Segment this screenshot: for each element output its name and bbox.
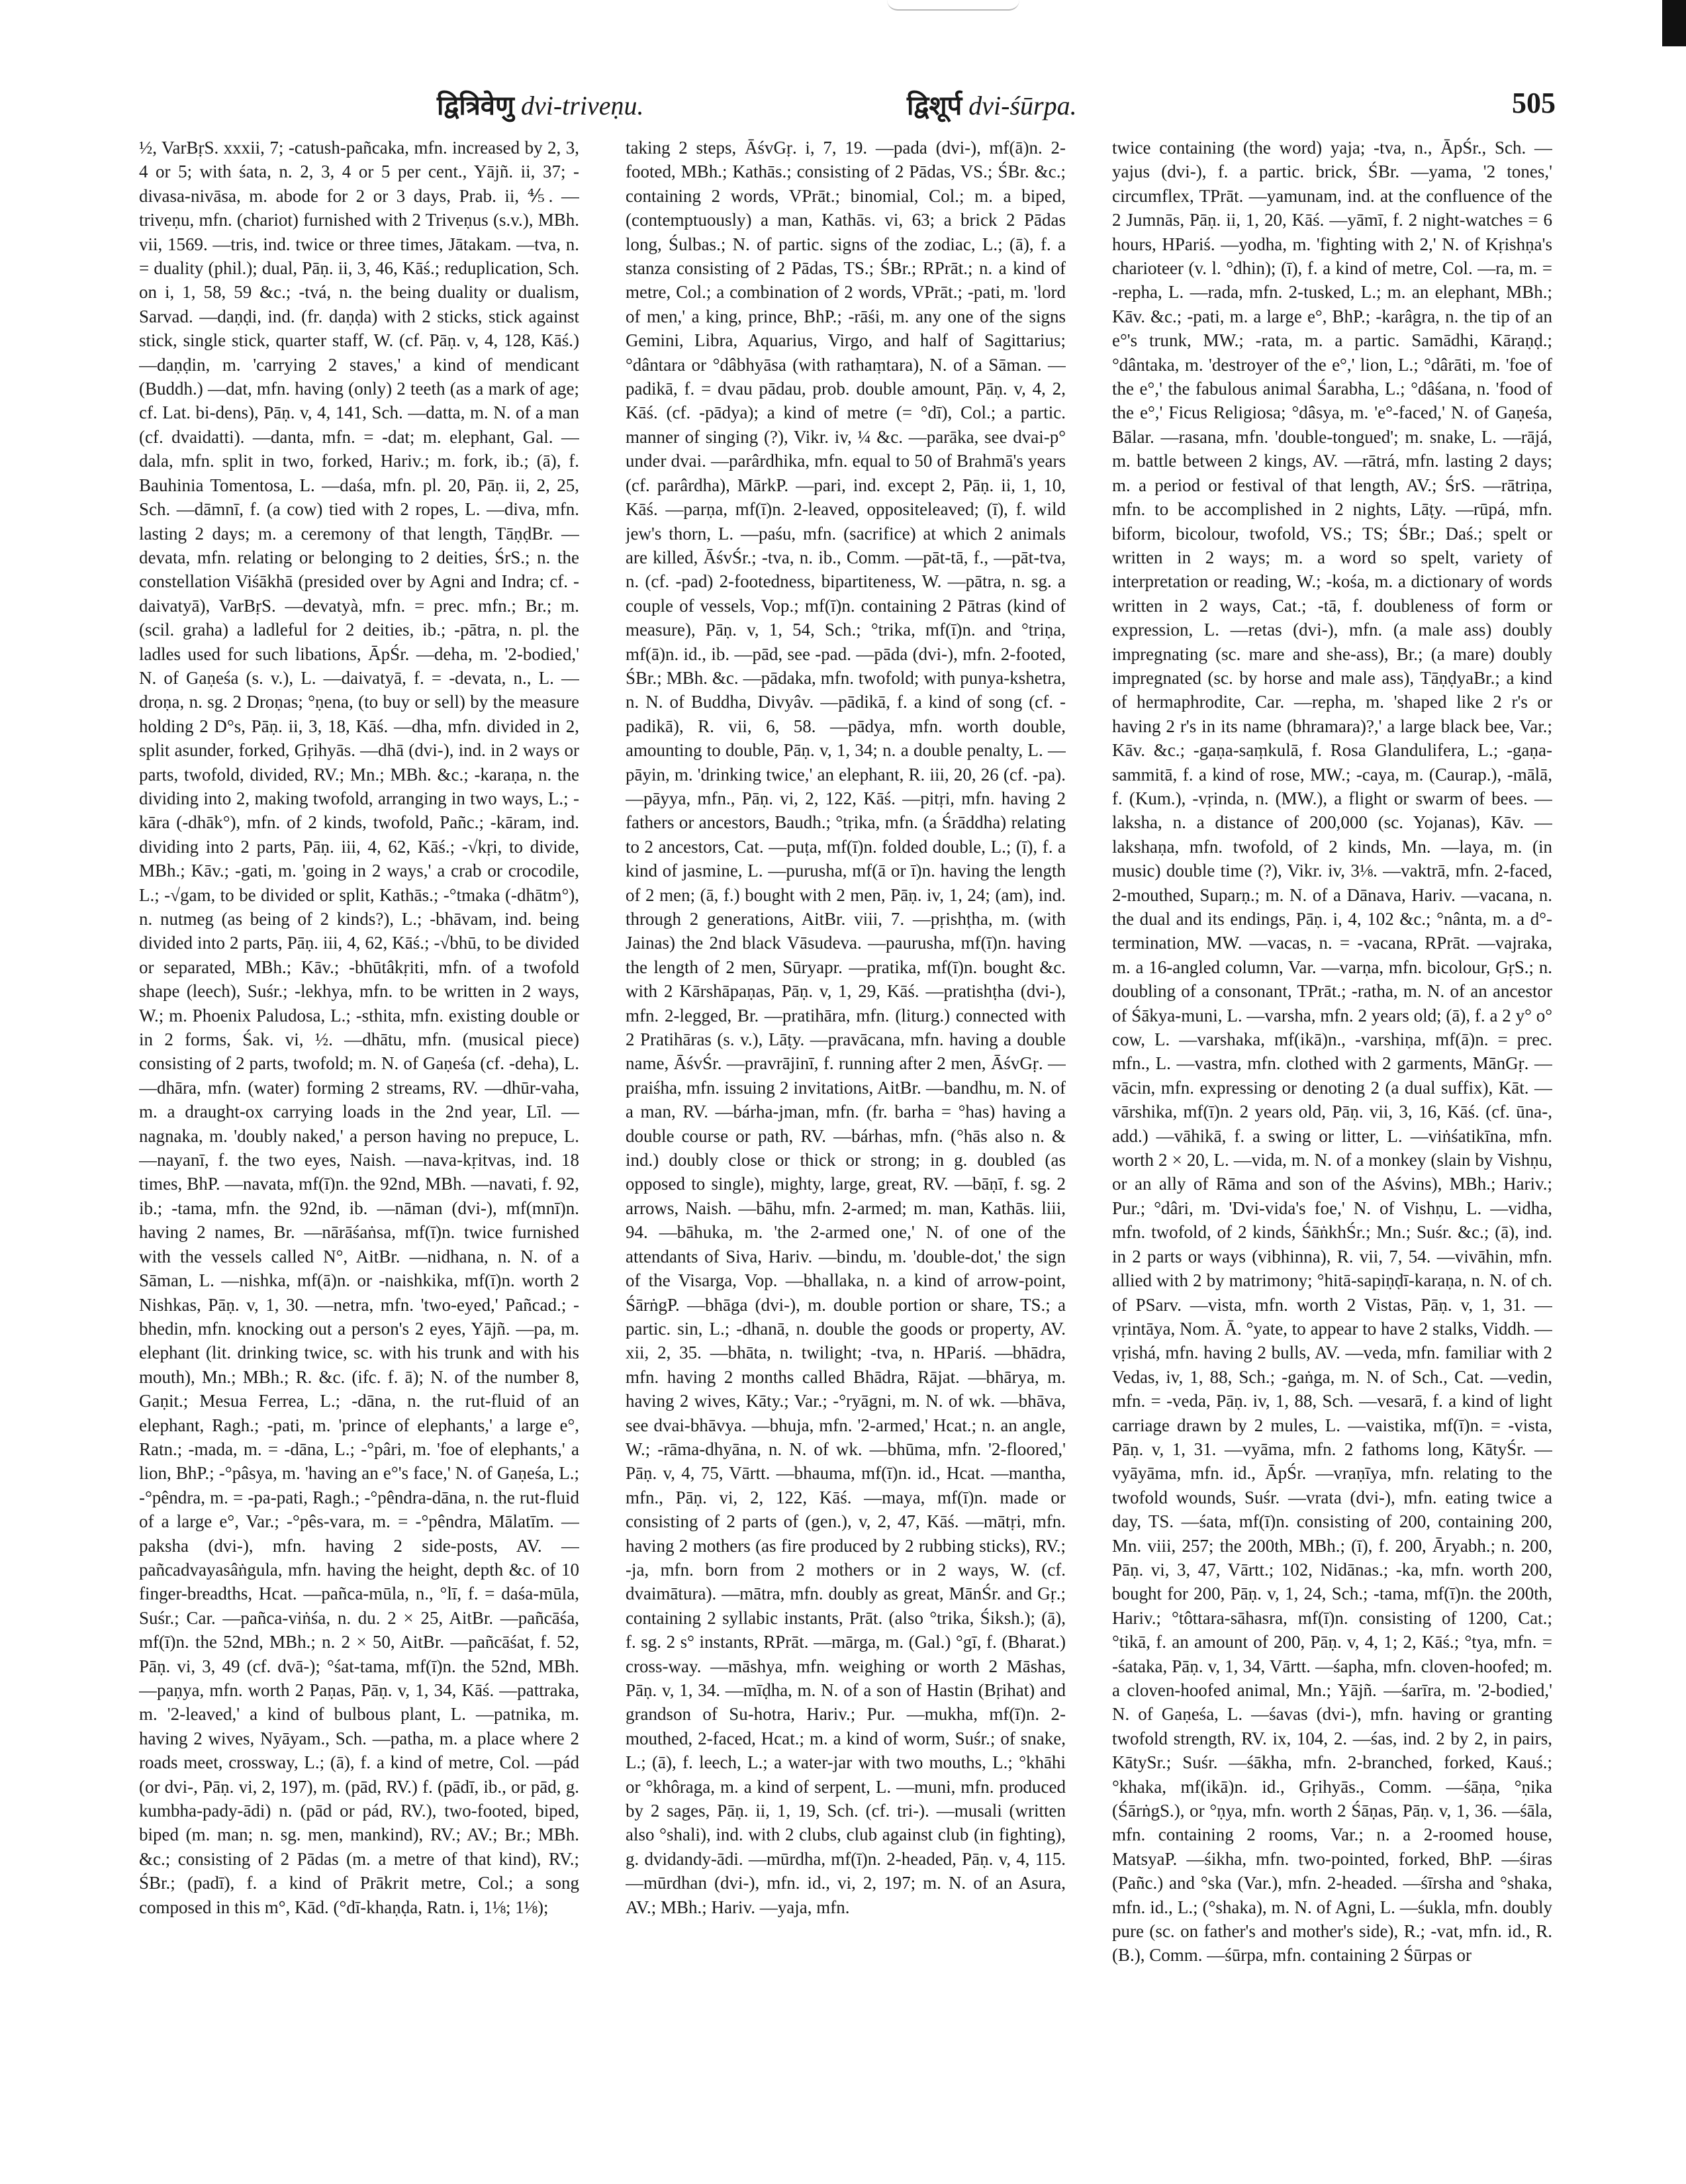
column-middle-text: taking 2 steps, ĀśvGṛ. i, 7, 19. —pada (dvi-), mf(ā)n. 2-footed, MBh.; Kathās.; consisting of 2 Pādas, VS.; ŚBr. &c.; containing 2 words, VPrāt.; binomial, Col.; m. a biped, (contemptuously) a man, Kathās. vi, 63; a brick 2 Pādas long, Śulbas.; N. of partic. signs of the zodiac, L.; (ā), f. a stanza consisting of 2 Pādas, TS.; ŚBr.; RPrāt.; n. a kind of metre, Col.; a combination of 2 words, VPrāt.; -pati, m. 'lord of men,' a king, prince, BhP.; -rāśi, m. any one of the signs Gemini, Libra, Aquarius, Virgo, and half of Sagittarius; °dântara or °dâbhyāsa (with rathaṃtara), N. of a Sāman. —padikā, f. = dvau pādau, prob. double amount, Pāṇ. v, 4, 2, Kāś. (cf. -pādya); a kind of metre (= °dī), Col.; a partic. manner of singing (?), Vikr. iv, ¼ &c. —parāka, see dvai-p° under dvai. —parârdhika, mfn. equal to 50 of Brahmā's years (cf. parârdha), MārkP. —pari, ind. except 2, Pāṇ. ii, 1, 10, Kāś. —parṇa, mf(ī)n. 2-leaved, oppositeleaved; (ī), f. wild jew's thorn, L. —paśu, mfn. (sacrifice) at which 2 animals are killed, ĀśvŚr.; -tva, n. ib., Comm. —pāt-tā, f., —pāt-tva, n. (cf. -pad) 2-footedness, bipartiteness, W. —pātra, n. sg. a couple of vessels, Vop.; mf(ī)n. containing 2 Pātras (kind of measure), Pāṇ. v, 1, 54, Sch.; °trika, mf(ī)n. and °triṇa, mf(ā)n. id., ib. —pād, see -pad. —pāda (dvi-), mfn. 2-footed, ŚBr.; MBh. &c. —pādaka, mfn. twofold; with punya-kshetra, n. N. of Buddha, Divyâv. —pādikā, f. a kind of song (cf. -padikā), R. vii, 6, 58. —pādya, mfn. worth double, amounting to double, Pāṇ. v, 1, 34; n. a double penalty, L. —pāyin, m. 'drinking twice,' an elephant, R. iii, 20, 26 (cf. -pa). —pāyya, mfn., Pāṇ. vi, 2, 122, Kāś. —pitṛi, mfn. having 2 fathers or ancestors, Baudh.; °tṛika, mfn. (a Śrāddha) relating to 2 ancestors, Cat. —puṭa, mf(ī)n. folded double, L.; (ī), f. a kind of jasmine, L. —purusha, mf(ā or ī)n. having the length of 2 men; (ā, f.) bought with 2 men, Pāṇ. iv, 1, 24; (am), ind. through 2 generations, AitBr. viii, 7. —pṛishṭha, m. (with Jainas) the 2nd black Vāsudeva. —paurusha, mf(ī)n. having the length of 2 men, Sūryapr. —pratika, mf(ī)n. bought &c. with 2 Kārshāpaṇas, Pāṇ. v, 1, 29, Kāś. —pratishṭha (dvi-), mfn. 2-legged, Br. —pratihāra, mfn. (liturg.) connected with 2 Pratihāras (s. v.), Lāṭy. —pravācana, mfn. having a double name, ĀśvŚr. —pravrājinī, f. running after 2 men, ĀśvGṛ. —praiśha, mfn. issuing 2 invitations, AitBr. —bandhu, m. N. of a man, RV. —bárha-jman, mfn. (fr. barha = °has) having a double course or path, RV. —bárhas, mfn. (°hās also n. & ind.) doubly close or thick or strong; in g. doubled (as opposed to single), mighty, large, great, RV. —bāṇī, f. sg. 2 arrows, Naish. —bāhu, mfn. 2-armed; m. man, Kathās. liii, 94. —bāhuka, m. 'the 2-armed one,' N. of one of the attendants of Siva, Hariv. —bindu, m. 'double-dot,' the sign of the Visarga, Vop. —bhallaka, n. a kind of arrow-point, ŚārṅgP. —bhāga (dvi-), m. double portion or share, TS.; a partic. sin, L.; -dhanā, n. double the goods or property, AV. xii, 2, 35. —bhāta, n. twilight; -tva, n. HPariś. —bhādra, mfn. having 2 months called Bhādra, Rājat. —bhārya, m. having 2 wives, Kāty.; Var.; -°ryāgni, m. N. of wk. —bhāva, see dvai-bhāvya. —bhuja, mfn. '2-armed,' Hcat.; n. an angle, W.; -rāma-dhyāna, n. N. of wk. —bhūma, mfn. '2-floored,' Pāṇ. v, 4, 75, Vārtt. —bhauma, mf(ī)n. id., Hcat. —mantha, mfn., Pāṇ. vi, 2, 122, Kāś. —maya, mf(ī)n. made or consisting of 2 parts of (gen.), v, 2, 47, Kāś. —mātṛi, mfn. having 2 mothers (as fire produced by 2 rubbing sticks), RV.; -ja, mfn. born from 2 mothers or in 2 ways, W. (cf. dvaimātura). —mātra, mfn. doubly as great, MānŚr. and Gṛ.; containing 2 syllabic instants, Prāt. (also °trika, Śiksh.); (ā), f. sg. 2 s° instants, RPrāt. —mārga, m. (Gal.) °gī, f. (Bharat.) cross-way. —māshya, mfn. weighing or worth 2 Māshas, Pāṇ. v, 1, 34. —mīḍha, m. N. of a son of Hastin (Bṛihat) and grandson of Su-hotra, Hariv.; Pur. —mukha, mf(ī)n. 2-mouthed, 2-faced, Hcat.; m. a kind of worm, Suśr.; of snake, L.; (ā), f. leech, L.; a water-jar with two mouths, L.; °khāhi or °khôraga, m. a kind of serpent, L. —muni, mfn. produced by 2 sages, Pāṇ. ii, 1, 19, Sch. (cf. tri-). —musali (written also °shali), ind. with 2 clubs, club against club (in fighting), g. dvidandy-ādi. —mūrdha, mf(ī)n. 2-headed, Pāṇ. v, 4, 115. —mūrdhan (dvi-), mfn. id., vi, 2, 197; m. N. of an Asura, AV.; MBh.; Hariv. —yaja, mfn. bbox=[626, 138, 1066, 1917]
column-middle bbox=[626, 136, 1066, 2155]
header-last-entry bbox=[907, 86, 1077, 122]
header-first-entry-devanagari: द्वित्रिवेणु bbox=[437, 91, 514, 120]
column-right-text: twice containing (the word) yaja; -tva, n., ĀpŚr., Sch. —yajus (dvi-), f. a partic. brick, ŚBr. —yama, '2 tones,' circumflex, TPrāt. —yamunam, ind. at the confluence of the 2 Jumnās, Pāṇ. ii, 1, 20, Kāś. —yāmī, f. 2 night-watches = 6 hours, HPariś. —yodha, m. 'fighting with 2,' N. of Kṛishṇa's charioteer (v. l. °dhin); (ī), f. a kind of metre, Col. —ra, m. = -repha, L. —rada, mfn. 2-tusked, L.; m. an elephant, MBh.; Kāv. &c.; -pati, m. a large e°, BhP.; -karâgra, n. the tip of an e°'s trunk, MW.; -rata, m. a partic. Samādhi, Kāraṇḍ.; °dântaka, m. 'destroyer of the e°,' lion, L.; °dârāti, m. 'foe of the e°,' the fabulous animal Śarabha, L.; °dâśana, n. 'food of the e°,' Ficus Religiosa; °dâsya, m. 'e°-faced,' N. of Gaṇeśa, Bālar. —rasana, mfn. 'double-tongued'; m. snake, L. —rājá, m. battle between 2 kings, AV. —rātrá, mfn. lasting 2 days; m. a period or festival of that length, AV.; ŚrS. —rātriṇa, mfn. to be accomplished in 2 nights, Lāṭy. —rūpá, mfn. biform, bicolour, twofold, VS.; TS; ŚBr.; Daś.; spelt or written in 2 ways; m. a word so spelt, variety of interpretation or reading, W.; -kośa, m. a dictionary of words written in 2 ways, Cat.; -tā, f. doubleness of form or expression, L. —retas (dvi-), mfn. (a male ass) doubly impregnating (sc. mare and she-ass), Br.; (a mare) doubly impregnated (sc. by horse and male ass), TāṇḍyaBr.; a kind of hermaphrodite, Car. —repha, m. 'shaped like 2 r's or having 2 r's in its name (bhramara)?,' a large black bee, Var.; Kāv. &c.; -gaṇa-saṃkulā, f. Rosa Glandulifera, L.; -gaṇa-sammitā, f. a kind of rose, MW.; -caya, m. (Caurap.), -mālā, f. (Kum.), -vṛinda, n. (MW.), a flight or swarm of bees. —laksha, n. a distance of 200,000 (sc. Yojanas), Kāv. —lakshaṇa, mfn. twofold, of 2 kinds, Mn. —laya, m. (in music) double time (?), Vikr. iv, 3⅛. —vaktrā, mfn. 2-faced, 2-mouthed, Suparṇ.; m. N. of a Dānava, Hariv. —vacana, n. the dual and its endings, Pāṇ. i, 4, 102 &c.; °nânta, m. a d°-termination, MW. —vacas, n. = -vacana, RPrāt. —vajraka, m. a 16-angled column, Var. —varṇa, mfn. bicolour, GṛS.; n. doubling of a consonant, TPrāt.; -ratha, m. N. of an ancestor of Śākya-muni, L. —varsha, mfn. 2 years old; (ā), f. a 2 y° o° cow, L. —varshaka, mf(ikā)n., -varshiṇa, mf(ā)n. = prec. mfn., L. —vastra, mfn. clothed with 2 garments, MānGṛ. —vācin, mfn. expressing or denoting 2 (a dual suffix), Kāt. —vārshika, mf(ī)n. 2 years old, Pāṇ. vii, 3, 16, Kāś. (cf. ūna-, add.) —vāhikā, f. a swing or litter, L. —viṅśatikīna, mfn. worth 2 × 20, L. —vida, m. N. of a monkey (slain by Vishṇu, or an ally of Rāma and son of the Aśvins), MBh.; Hariv.; Pur.; °dâri, m. 'Dvi-vida's foe,' N. of Vishṇu, L. —vidha, mfn. twofold, of 2 kinds, ŚāṅkhŚr.; Mn.; Suśr. &c.; (ā), ind. in 2 parts or ways (vibhinna), R. vii, 7, 54. —vivāhin, mfn. allied with 2 by matrimony; °hitā-sapiṇḍī-karaṇa, n. N. of ch. of PSarv. —vista, mfn. worth 2 Vistas, Pāṇ. v, 1, 31. —vṛintāya, Nom. Ā. °yate, to appear to have 2 stalks, Viddh. —vṛishá, mfn. having 2 bulls, AV. —veda, mfn. familiar with 2 Vedas, iv, 1, 88, Sch.; -gaṅga, m. N. of Sch., Cat. —vedin, mfn. = -veda, Pāṇ. iv, 1, 88, Sch. —vesarā, f. a kind of light carriage drawn by 2 mules, L. —vaistika, mf(ī)n. = -vista, Pāṇ. v, 1, 31. —vyāma, mfn. 2 fathoms long, KātyŚr. —vyāyāma, mfn. id., ĀpŚr. —vraṇīya, mfn. relating to the twofold wounds, Suśr. —vrata (dvi-), mfn. eating twice a day, TS. —śata, mf(ī)n. consisting of 200, containing 200, Mn. viii, 257; the 200th, MBh.; (ī), f. 200, Āryabh.; n. 200, Pāṇ. vi, 3, 47, Vārtt.; 102, Nidānas.; -ka, mfn. worth 200, bought for 200, Pāṇ. v, 1, 24, Sch.; -tama, mf(ī)n. the 200th, Hariv.; °tôttara-sāhasra, mf(ī)n. consisting of 1200, Cat.; °tikā, f. an amount of 200, Pāṇ. v, 4, 1; 2, Kāś.; °tya, mfn. = -śataka, Pāṇ. v, 1, 34, Vārtt. —śapha, mfn. cloven-hoofed; m. a cloven-hoofed animal, Mn.; Yājñ. —śarīra, m. '2-bodied,' N. of Gaṇeśa, L. —śavas (dvi-), mfn. having or granting twofold strength, RV. ix, 104, 2. —śas, ind. 2 by 2, in pairs, KātySr.; Suśr. —śākha, mfn. 2-branched, forked, Kauś.; °khaka, mf(ikā)n. id., Gṛihyās., Comm. —śāṇa, °ṇika (ŚārṅgS.), or °ṇya, mfn. worth 2 Śāṇas, Pāṇ. v, 1, 36. —śāla, mfn. containing 2 rooms, Var.; n. a 2-roomed house, MatsyaP. —śikha, mfn. two-pointed, forked, BhP. —śiras (Pañc.) and °ska (Var.), mfn. 2-headed. —śīrsha and °shaka, mfn. id., L.; (°shaka), m. N. of Agni, L. —śukla, mfn. doubly pure (sc. on father's and mother's side), R.; -vat, mfn. id., R. (B.), Comm. —śūrpa, mfn. containing 2 Śūrpas or bbox=[1112, 138, 1552, 1966]
header-last-entry-translit: dvi-śūrpa. bbox=[968, 91, 1077, 120]
header-first-entry bbox=[437, 86, 643, 122]
header-first-entry-translit: dvi-triveṇu. bbox=[520, 91, 644, 120]
header-last-entry-devanagari: द्विशूर्प bbox=[907, 91, 962, 120]
column-right bbox=[1112, 136, 1552, 2155]
column-left-text: ½, VarBṛS. xxxii, 7; -catush-pañcaka, mfn. increased by 2, 3, 4 or 5; with śata, n. 2, 3, 4 or 5 per cent., Yājñ. ii, 37; -divasa-nivāsa, m. abode for 2 or 3 days, Prab. ii, ⅘. —triveṇu, mfn. (chariot) furnished with 2 Triveṇus (s.v.), MBh. vii, 1569. —tris, ind. twice or three times, Jātakam. —tva, n. = duality (phil.); dual, Pāṇ. ii, 3, 46, Kāś.; reduplication, Sch. on i, 1, 58, 59 &c.; -tvá, n. the being duality or dualism, Sarvad. —daṇḍi, ind. (fr. daṇḍa) with 2 sticks, stick against stick, single stick, quarter staff, W. (cf. Pāṇ. v, 4, 128, Kāś.) —daṇḍin, m. 'carrying 2 staves,' a kind of mendicant (Buddh.) —dat, mfn. having (only) 2 teeth (as a mark of age; cf. Lat. bi-dens), Pāṇ. v, 4, 141, Sch. —datta, m. N. of a man (cf. dvaidatti). —danta, mfn. = -dat; m. elephant, Gal. —dala, mfn. split in two, forked, Hariv.; m. fork, ib.; (ā), f. Bauhinia Tomentosa, L. —daśa, mfn. pl. 20, Pāṇ. ii, 2, 25, Sch. —dāmnī, f. (a cow) tied with 2 ropes, L. —diva, mfn. lasting 2 days; m. a ceremony of that length, TāṇḍBr. —devata, mfn. relating or belonging to 2 deities, ŚrS.; n. the constellation Viśākhā (presided over by Agni and Indra; cf. -daivatyā), VarBṛS. —devatyà, mfn. = prec. mfn.; Br.; m. (scil. graha) a ladleful for 2 deities, ib.; -pātra, n. pl. the ladles used for such libations, ĀpŚr. —deha, m. '2-bodied,' N. of Gaṇeśa (s. v.), L. —daivatyā, f. = -devata, n., L. —droṇa, n. sg. 2 Droṇas; °ṇena, (to buy or sell) by the measure holding 2 D°s, Pāṇ. ii, 3, 18, Kāś. —dha, mfn. divided in 2, split asunder, forked, Gṛihyās. —dhā (dvi-), ind. in 2 ways or parts, twofold, divided, RV.; Mn.; MBh. &c.; -karaṇa, n. the dividing into 2, making twofold, arranging in two ways, L.; -kāra (-dhāk°), mfn. of 2 kinds, twofold, Pañc.; -kāram, ind. dividing into 2 parts, Pāṇ. iii, 4, 62, Kāś.; -√kṛi, to divide, MBh.; Kāv.; -gati, m. 'going in 2 ways,' a crab or crocodile, L.; -√gam, to be divided or split, Kathās.; -°tmaka (-dhātm°), n. nutmeg (as being of 2 kinds?), L.; -bhāvam, ind. being divided into 2 parts, Pāṇ. iii, 4, 62, Kāś.; -√bhū, to be divided or separated, MBh.; Kāv.; -bhūtâkṛiti, mfn. of a twofold shape (leech), Suśr.; -lekhya, mfn. to be written in 2 ways, W.; m. Phoenix Paludosa, L.; -sthita, mfn. existing double or in 2 forms, Śak. vi, ½. —dhātu, mfn. (musical piece) consisting of 2 parts, twofold; m. N. of Gaṇeśa (cf. -deha), L. —dhāra, mfn. (water) forming 2 streams, RV. —dhūr-vaha, m. a draught-ox carrying loads in the 2nd year, Līl. —nagnaka, m. 'doubly naked,' a person having no prepuce, L. —nayanī, f. the two eyes, Naish. —nava-kṛitvas, ind. 18 times, BhP. —navata, mf(ī)n. the 92nd, MBh. —navati, f. 92, ib.; -tama, mfn. the 92nd, ib. —nāman (dvi-), mf(mnī)n. having 2 names, Br. —nārāśaṅsa, mf(ī)n. twice furnished with the vessels called N°, AitBr. —nidhana, n. N. of a Sāman, L. —nishka, mf(ā)n. or -naishkika, mf(ī)n. worth 2 Nishkas, Pāṇ. v, 1, 30. —netra, mfn. 'two-eyed,' Pañcad.; -bhedin, mfn. knocking out a person's 2 eyes, Yājñ. —pa, m. elephant (lit. drinking twice, sc. with his trunk and with his mouth), Mn.; MBh.; R. &c. (ifc. f. ā); N. of the number 8, Gaṇit.; Mesua Ferrea, L.; -dāna, n. the rut-fluid of an elephant, Ragh.; -pati, m. 'prince of elephants,' a large e°, Ratn.; -mada, m. = -dāna, L.; -°pâri, m. 'foe of elephants,' a lion, BhP.; -°pâsya, m. 'having an e°'s face,' N. of Gaṇeśa, L.; -°pêndra, m. = -pa-pati, Ragh.; -°pêndra-dāna, n. the rut-fluid of a large e°, Var.; -°pês-vara, m. = -°pêndra, Mālatīm. —paksha (dvi-), mfn. having 2 side-posts, AV. —pañcadvayasâṅgula, mfn. having the height, depth &c. of 10 finger-breadths, Hcat. —pañca-mūla, n., °lī, f. = daśa-mūla, Suśr.; Car. —pañca-viṅśa, n. du. 2 × 25, AitBr. —pañcāśa, mf(ī)n. the 52nd, MBh.; n. 2 × 50, AitBr. —pañcāśat, f. 52, Pāṇ. vi, 3, 49 (cf. dvā-); °śat-tama, mf(ī)n. the 52nd, MBh. —paṇya, mfn. worth 2 Paṇas, Pāṇ. v, 1, 34, Kāś. —pattraka, m. '2-leaved,' a kind of bulbous plant, L. —patnika, m. having 2 wives, Nyāyam., Sch. —patha, m. a place where 2 roads meet, crossway, L.; (ā), f. a kind of metre, Col. —pád (or dvi-, Pāṇ. vi, 2, 197), m. (pād, RV.) f. (pādī, ib., or pād, g. kumbha-pady-ādi) n. (pād or pád, RV.), two-footed, biped, biped (m. man; n. sg. men, mankind), RV.; AV.; Br.; MBh. &c.; consisting of 2 Pādas (m. a metre of that kind), RV.; ŚBr.; (padī), f. a kind of Prākrit metre, Col.; a song composed in this m°, Kād. (°dī-khaṇḍa, Ratn. i, 1⅛; 1⅛); bbox=[139, 138, 579, 1917]
scan-artifact bbox=[887, 0, 1019, 11]
column-left bbox=[139, 136, 579, 2155]
text-columns bbox=[139, 136, 1556, 2155]
running-header bbox=[139, 86, 1556, 126]
scan-edge-mark bbox=[1662, 0, 1686, 46]
page-number: 505 bbox=[1512, 87, 1556, 119]
